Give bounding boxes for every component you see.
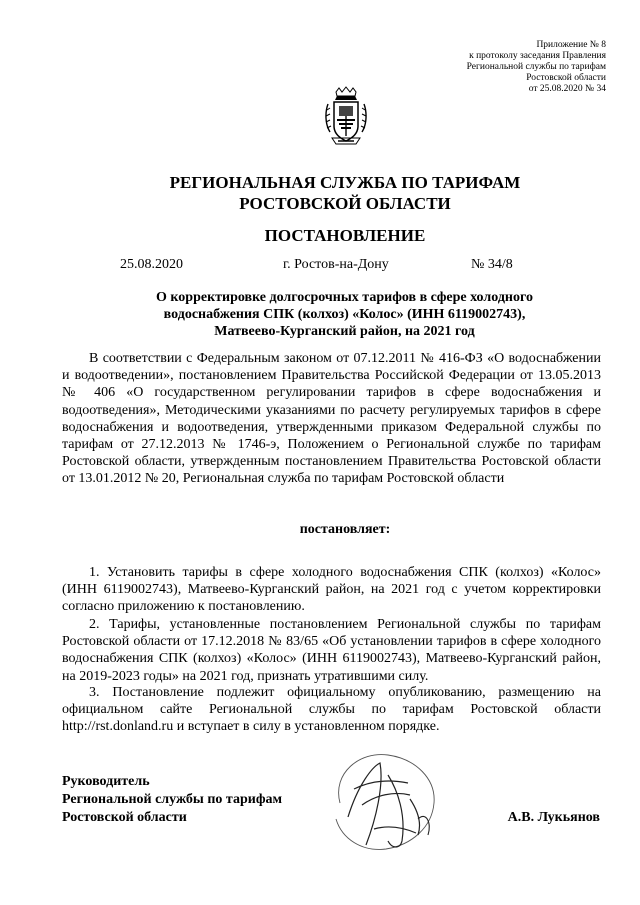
subject-line: Матвеево-Курганский район, на 2021 год <box>214 324 475 339</box>
agency-title <box>0 172 640 214</box>
coat-of-arms-icon <box>324 86 368 148</box>
clause-3: 3. Постановление подлежит официальному опубликованию, размещению на официальном сайте Региональной службы по тарифам Ростовской области http://rst.donland.ru и вступает в силу в установленном порядке. <box>62 685 601 735</box>
agency-title-line: РОСТОВСКОЙ ОБЛАСТИ <box>239 194 451 213</box>
clause-1: 1. Установить тарифы в сфере холодного водоснабжения СПК (колхоз) «Колос» (ИНН 6119002743), Матвеево-Курганский район, на 2021 год с учетом корректировки согласно приложению к постановлению. <box>62 565 601 615</box>
signer-title-line: Региональной службы по тарифам <box>62 792 283 807</box>
appendix-line: Региональной службы по тарифам <box>466 62 606 72</box>
appendix-line: от 25.08.2020 № 34 <box>528 84 606 94</box>
document-date: 25.08.2020 <box>120 257 183 272</box>
subject-line: водоснабжения СПК (колхоз) «Колос» (ИНН 6119002743), <box>163 307 526 322</box>
signer-title-line: Ростовской области <box>62 810 187 825</box>
agency-title-line: РЕГИОНАЛЬНАЯ СЛУЖБА ПО ТАРИФАМ <box>169 173 521 192</box>
signer-name: А.В. Лукьянов <box>507 810 600 825</box>
clause-2: 2. Тарифы, установленные постановлением Региональной службы по тарифам Ростовской области от 17.12.2018 № 83/65 «Об установлении тарифов в сфере холодного водоснабжения СПК (колхоз) «Колос» (ИНН 6119002743), Матвеево-Курганский район, на 2019-2023 годы» на 2021 год, признать утратившими силу. <box>62 617 601 684</box>
document-type: ПОСТАНОВЛЕНИЕ <box>264 226 426 245</box>
appendix-line: Приложение № 8 <box>536 40 606 50</box>
handwritten-signature <box>318 745 453 860</box>
appendix-line: Ростовской области <box>526 73 606 83</box>
preamble-paragraph: В соответствии с Федеральным законом от 07.12.2011 № 416-ФЗ «О водоснабжении и водоотведении», постановлением Правительства Российской Федерации от 13.05.2013 № 406 «О государственном регулировании тарифов в сфере водоснабжения и водоотведения», Методическими указаниями по расчету регулируемых тарифов в сфере водоснабжения и водоотведения, утвержденными приказом Федеральной службы по тарифам от 27.12.2013 № 1746-э, Положением о Региональной службе по тарифам Ростовской области, утвержденным постановлением Правительства Ростовской области от 13.01.2012 № 20, Региональная служба по тарифам Ростовской области <box>62 351 601 487</box>
document-subject <box>92 289 597 340</box>
resolves-heading: постановляет: <box>299 522 391 537</box>
signer-title <box>62 773 282 827</box>
subject-line: О корректировке долгосрочных тарифов в сфере холодного <box>156 290 533 305</box>
appendix-line: к протоколу заседания Правления <box>469 51 606 61</box>
document-number: № 34/8 <box>471 257 513 272</box>
signer-title-line: Руководитель <box>62 774 150 789</box>
appendix-note <box>346 40 606 95</box>
document-city: г. Ростов-на-Дону <box>283 257 389 272</box>
